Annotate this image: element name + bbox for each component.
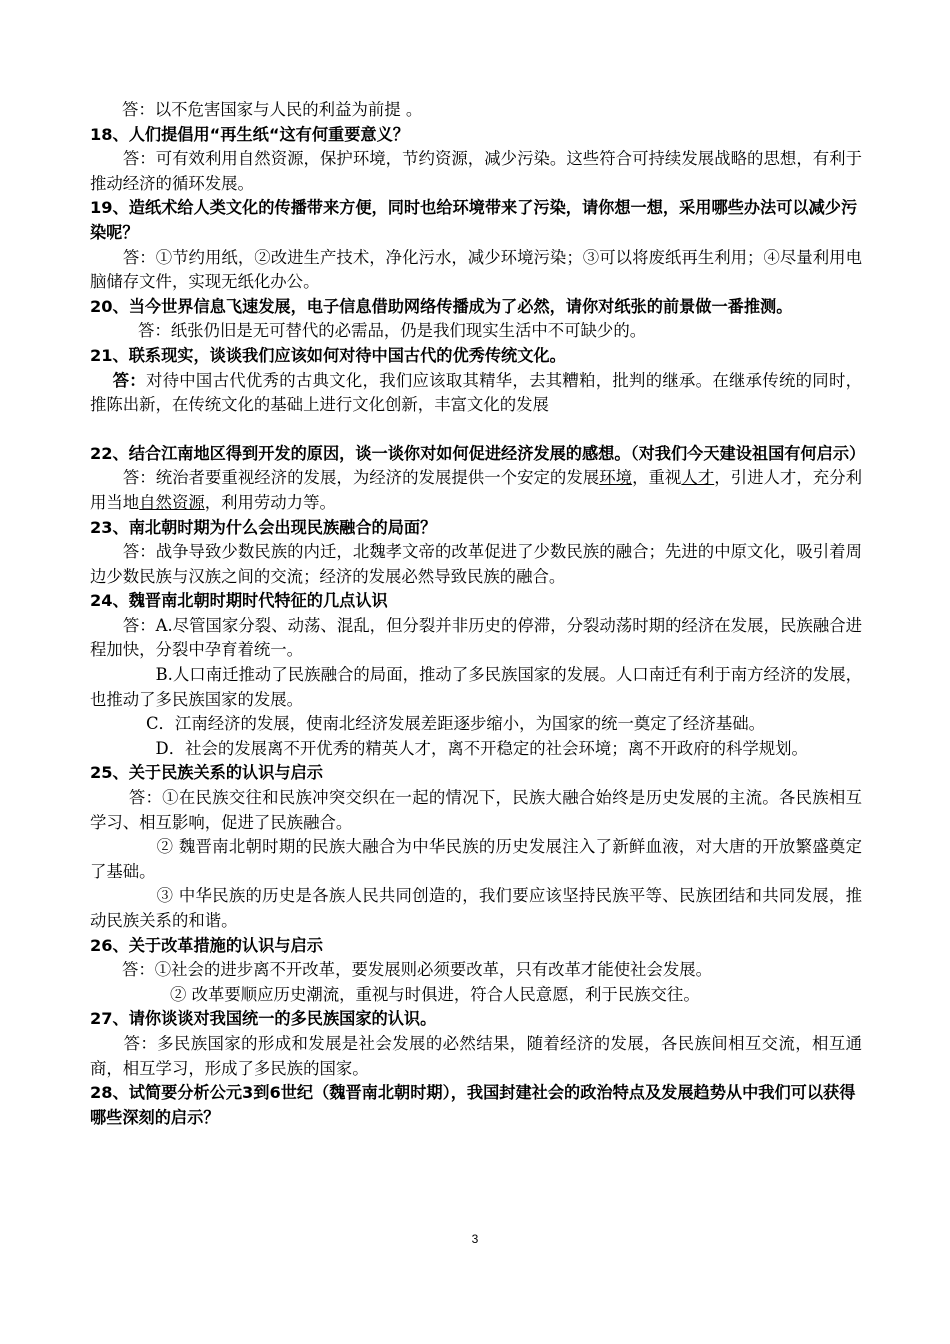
question-heading [90, 934, 862, 959]
answer-paragraph [90, 835, 862, 884]
question-heading [90, 761, 862, 786]
question-heading [90, 295, 862, 320]
answer-text: 答：①在民族交往和民族冲突交织在一起的情况下，民族大融合始终是历史发展的主流。各民族相互学习、相互影响，促进了民族融合。 [90, 788, 862, 832]
answer-paragraph [90, 884, 862, 933]
question-text: 23、南北朝时期为什么会出现民族融合的局面？ [90, 517, 437, 537]
answer-paragraph [90, 712, 862, 737]
answer-text: 答：战争导致少数民族的内迁，北魏孝文帝的改革促进了少数民族的融合；先进的中原文化，吸引着周边少数民族与汉族之间的交流；经济的发展必然导致民族的融合。 [90, 542, 862, 586]
question-text: 19、造纸术给人类文化的传播带来方便，同时也给环境带来了污染，请你想一想，采用哪些办法可以减少污染呢？ [90, 198, 858, 242]
underlined-term: 环境 [599, 468, 633, 488]
answer-text: D．社会的发展离不开优秀的精英人才，离不开稳定的社会环境；离不开政府的科学规划。 [90, 738, 808, 758]
answer-text: 对待中国古代优秀的古典文化，我们应该取其精华，去其糟粕，批判的继承。在继承传统的同时，推陈出新，在传统文化的基础上进行文化创新，丰富文化的发展 [90, 370, 862, 415]
answer-text: ② 魏晋南北朝时期的民族大融合为中华民族的历史发展注入了新鲜血液，对大唐的开放繁盛奠定了基础。 [90, 837, 862, 881]
answer-paragraph [90, 147, 862, 196]
question-text: 22、结合江南地区得到开发的原因，谈一谈你对如何促进经济发展的感想。（对我们今天建设祖国有何启示） [90, 443, 866, 463]
answer-label: 答： [90, 370, 146, 390]
answer-paragraph [90, 246, 862, 295]
answer-text: 答：A.尽管国家分裂、动荡、混乱，但分裂并非历史的停滞，分裂动荡时期的经济在发展，民族融合进程加快，分裂中孕育着统一。 [90, 615, 862, 660]
answer-paragraph [90, 983, 862, 1008]
answer-paragraph [90, 466, 862, 515]
answer-text: 答：统治者要重视经济的发展，为经济的发展提供一个安定的发展 [90, 468, 600, 488]
blank-line [90, 418, 862, 442]
answer-paragraph [90, 1032, 862, 1081]
answer-paragraph [90, 540, 862, 589]
question-heading [90, 196, 862, 245]
answer-text: C．江南经济的发展，使南北经济发展差距逐步缩小，为国家的统一奠定了经济基础。 [146, 714, 765, 734]
question-heading [90, 1081, 862, 1130]
question-text: 21、联系现实，谈谈我们应该如何对待中国古代的优秀传统文化。 [90, 345, 566, 365]
answer-text: B.人口南迁推动了民族融合的局面，推动了多民族国家的发展。人口南迁有利于南方经济的发展，也推动了多民族国家的发展。 [90, 665, 862, 709]
question-heading [90, 123, 862, 148]
answer-paragraph [90, 98, 862, 123]
question-heading [90, 442, 866, 467]
answer-paragraph [90, 663, 862, 712]
answer-text: ，引进人才，充分利用当地 [90, 468, 863, 512]
answer-text: 答：①社会的进步离不开改革，要发展则必须要改革，只有改革才能使社会发展。 [122, 960, 713, 980]
question-text: 20、当今世界信息飞速发展，电子信息借助网络传播成为了必然，请你对纸张的前景做一番推测。 [90, 296, 793, 316]
answer-text: ，利用劳动力等。 [204, 492, 336, 512]
question-heading [90, 516, 862, 541]
answer-text: ② 改革要顺应历史潮流，重视与时俱进，符合人民意愿，利于民族交往。 [170, 984, 700, 1004]
question-text: 25、关于民族关系的认识与启示 [90, 763, 323, 783]
document-body [90, 98, 866, 1130]
answer-text: ③ 中华民族的历史是各族人民共同创造的，我们要应该坚持民族平等、民族团结和共同发展，推动民族关系的和谐。 [90, 886, 862, 930]
answer-paragraph [90, 614, 862, 663]
underlined-term: 自然资源 [139, 492, 205, 512]
page-number: 3 [471, 1232, 479, 1246]
question-text: 24、魏晋南北朝时期时代特征的几点认识 [90, 591, 388, 611]
question-heading [90, 344, 862, 369]
question-text: 18、人们提倡用“再生纸“这有何重要意义？ [90, 124, 409, 144]
answer-text: 答：多民族国家的形成和发展是社会发展的必然结果，随着经济的发展，各民族间相互交流，相互通商，相互学习，形成了多民族的国家。 [90, 1033, 862, 1078]
answer-text: 答：纸张仍旧是无可替代的必需品，仍是我们现实生活中不可缺少的。 [138, 321, 647, 341]
answer-text: 答：可有效利用自然资源，保护环境，节约资源，减少污染。这些符合可持续发展战略的思想，有利于推动经济的循环发展。 [90, 149, 862, 193]
question-heading [90, 1007, 862, 1032]
answer-paragraph [90, 369, 862, 418]
question-text: 27、请你谈谈对我国统一的多民族国家的认识。 [90, 1009, 437, 1029]
answer-paragraph [90, 958, 862, 983]
question-text: 28、试简要分析公元3到6世纪（魏晋南北朝时期），我国封建社会的政治特点及发展趋势从中我们可以获得哪些深刻的启示？ [90, 1083, 856, 1127]
answer-text: ，重视 [632, 468, 682, 488]
answer-paragraph [90, 786, 862, 835]
question-heading [90, 589, 862, 614]
answer-paragraph [90, 737, 862, 762]
answer-text: 答：以不危害国家与人民的利益为前提 。 [122, 100, 423, 119]
answer-text: 答：①节约用纸，②改进生产技术，净化污水，减少环境污染；③可以将废纸再生利用；④尽量利用电脑储存文件，实现无纸化办公。 [90, 247, 862, 292]
answer-paragraph [90, 319, 862, 344]
question-text: 26、关于改革措施的认识与启示 [90, 935, 323, 955]
underlined-term: 人才 [681, 468, 715, 488]
